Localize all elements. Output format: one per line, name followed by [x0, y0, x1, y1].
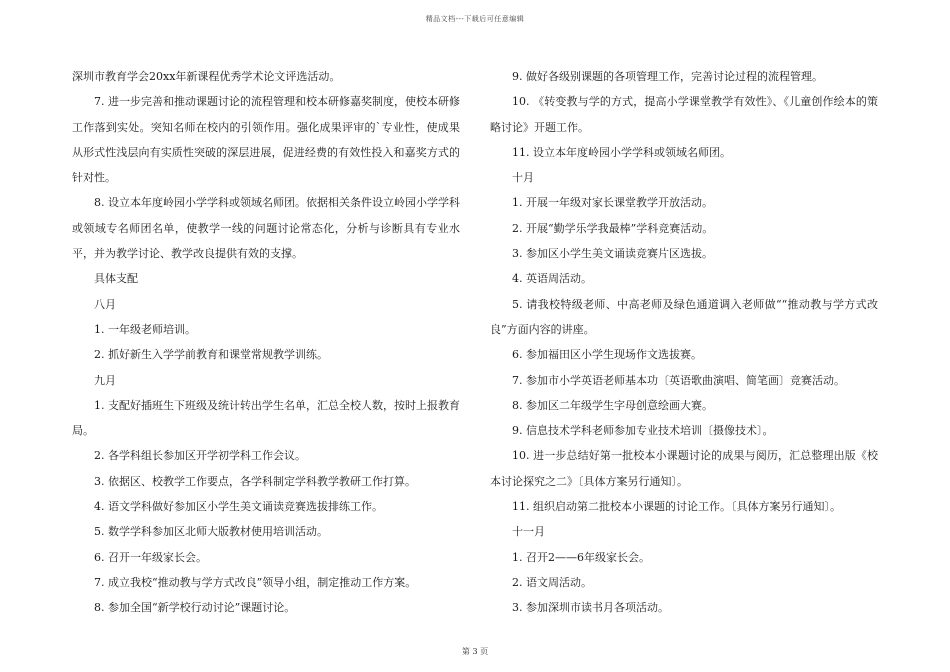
- list-item: 2. 抓好新生入学学前教育和课堂常规教学训练。: [94, 348, 328, 362]
- list-item: 5. 请我校特级老师、中高老师及绿色通道调入老师做““推动教与学方式改良”方面内容的讲座。: [490, 297, 878, 336]
- list-item: 9. 做好各级别课题的各项管理工作，完善讨论过程的流程管理。: [512, 70, 823, 83]
- page-header: 精品文档---下载后可任意编辑: [425, 15, 525, 23]
- list-item: 3. 依据区、校教学工作要点，各学科制定学科教学教研工作打算。: [94, 474, 416, 488]
- list-item: 11. 组织启动第二批校本小课题的讨论工作。〔具体方案另行通知〕。: [512, 500, 841, 514]
- left-column: [72, 64, 460, 621]
- list-item: 1. 开展一年级对家长课堂教学开放活动。: [512, 196, 713, 210]
- list-item: 11. 设立本年度岭园小学学科或领域名师团。: [512, 145, 731, 159]
- list-item: 2. 语文周活动。: [512, 575, 592, 589]
- right-column: [490, 64, 878, 621]
- paragraph: 深圳市教育学会20xx年新课程优秀学术论文评选活动。: [72, 70, 341, 83]
- list-item: 10. 进一步总结好第一批校本小课题讨论的成果与阅历，汇总整理出版《校本讨论探究之二》〔具体方案另行通知〕。: [490, 449, 878, 488]
- list-item: 4. 语文学科做好参加区小学生美文诵读竞赛选拔排练工作。: [94, 500, 383, 514]
- list-item: 5. 数学学科参加区北师大版教材使用培训活动。: [94, 525, 328, 539]
- list-item: 3. 参加深圳市读书月各项活动。: [512, 601, 669, 615]
- list-item: 2. 开展“勤学乐学我最棒”学科竞赛活动。: [512, 221, 714, 235]
- list-item: 1. 召开2——6年级家长会。: [512, 550, 650, 564]
- month-heading: 十月: [512, 171, 534, 185]
- list-item: 1. 一年级老师培训。: [94, 322, 196, 336]
- list-item: 1. 支配好插班生下班级及统计转出学生名单，汇总全校人数，按时上报教育局。: [72, 398, 460, 438]
- month-heading: 九月: [94, 373, 116, 387]
- list-item: 6. 参加福田区小学生现场作文选拔赛。: [512, 348, 702, 362]
- list-item: 8. 参加全国“新学校行动讨论”课题讨论。: [94, 601, 296, 615]
- section-heading: 具体支配: [94, 272, 138, 286]
- list-item: 4. 英语周活动。: [512, 272, 592, 286]
- list-item: 7. 参加市小学英语老师基本功〔英语歌曲演唱、简笔画〕竞赛活动。: [512, 373, 845, 387]
- paragraph: 8. 设立本年度岭园小学学科或领域名师团。依据相关条件设立岭园小学学科或领域专名师团名单，使教学一线的问题讨论常态化，分析与诊断具有专业水平，并为教学讨论、教学改良提供有效的支撑。: [72, 196, 460, 261]
- list-item: 7. 成立我校“推动教与学方式改良”领导小组，制定推动工作方案。: [94, 575, 417, 589]
- list-item: 10. 《转变教与学的方式，提高小学课堂教学有效性》、《儿童创作绘本的策略讨论》开题工作。: [490, 95, 878, 134]
- month-heading: 十一月: [512, 525, 545, 539]
- paragraph: 7. 进一步完善和推动课题讨论的流程管理和校本研修嘉奖制度，使校本研修工作落到实处。突知名师在校内的引领作用。强化成果评审的`专业性，使成果从形式性浅层向有实质性突破的深层进展，促进经费的有效性投入和嘉奖方式的针对性。: [72, 95, 460, 185]
- list-item: 3. 参加区小学生美文诵读竞赛片区选拔。: [512, 247, 713, 261]
- list-item: 6. 召开一年级家长会。: [94, 550, 207, 564]
- list-item: 9. 信息技术学科老师参加专业技术培训〔摄像技术〕。: [512, 424, 774, 438]
- month-heading: 八月: [94, 297, 116, 311]
- list-item: 2. 各学科组长参加区开学初学科工作会议。: [94, 449, 306, 463]
- list-item: 8. 参加区二年级学生字母创意绘画大赛。: [512, 398, 713, 412]
- page-number: 第 3 页: [461, 647, 489, 656]
